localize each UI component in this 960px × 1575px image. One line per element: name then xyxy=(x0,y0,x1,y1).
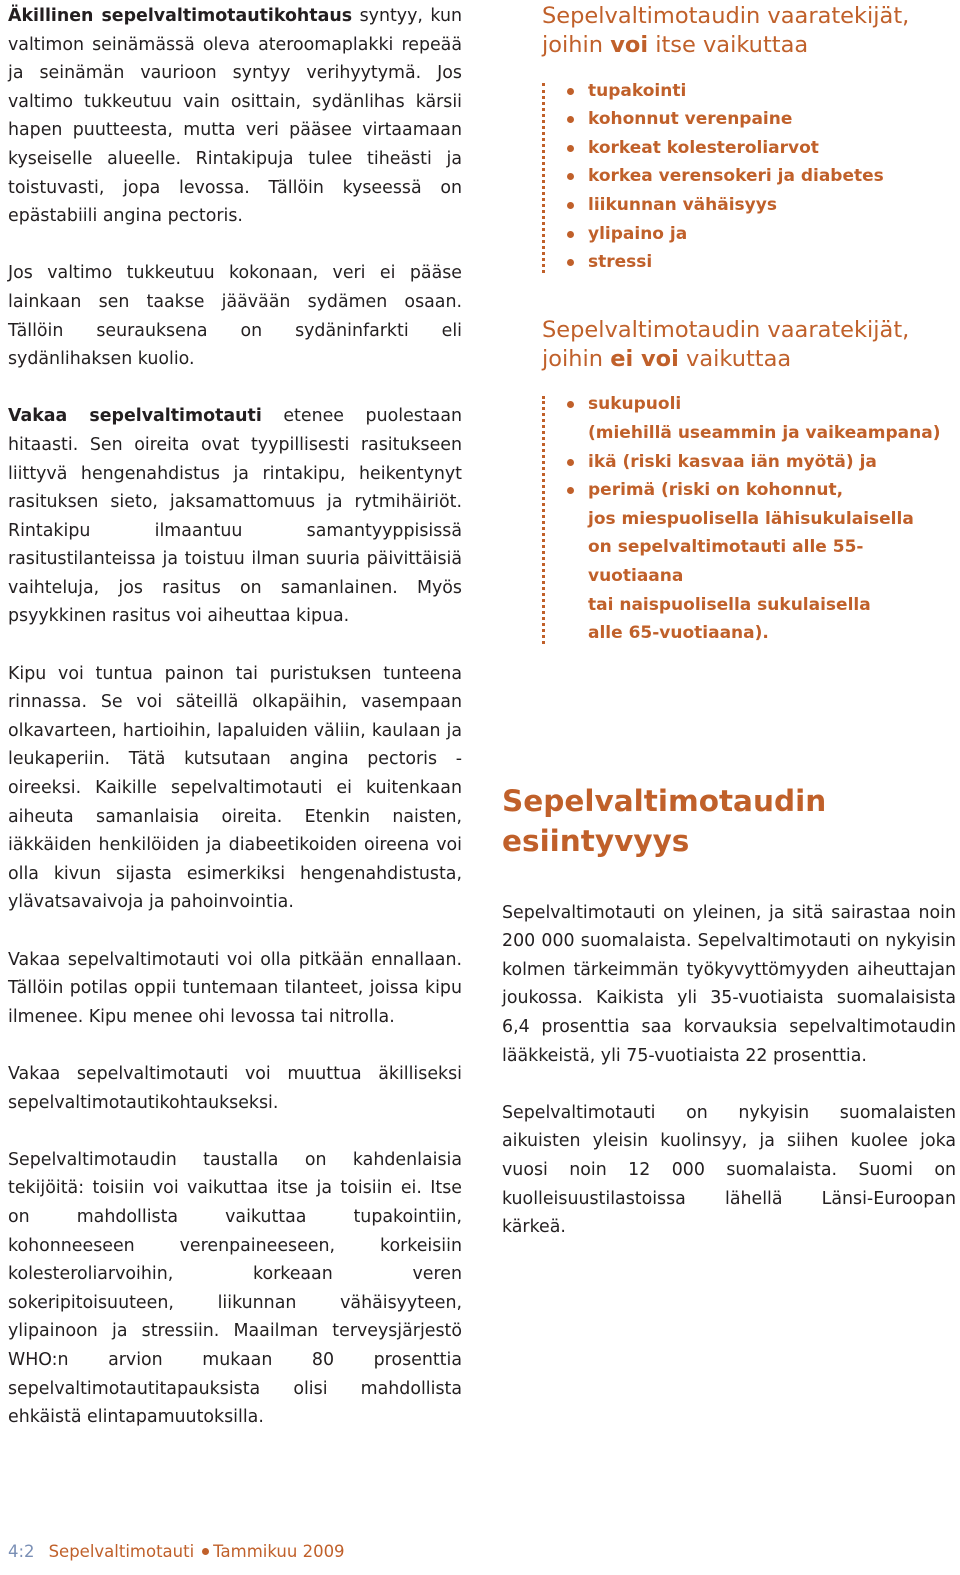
publication-name: Sepelvaltimotauti xyxy=(48,1542,195,1561)
list-item-continuation: on sepelvaltimotauti alle 55-vuotiaana xyxy=(588,537,864,586)
modifiable-risks-list xyxy=(542,77,956,277)
section-title: Sepelvaltimotaudin esiintyvyys xyxy=(502,783,827,858)
paragraph-prevalence: Sepelvaltimotauti on yleinen, ja sitä sairastaa noin 200 000 suomalaista. Sepelvaltimotauti on nykyisin kolmen tärkeimmän työkyvyttömyyden aiheuttajan joukossa. Kaikista yli 35-vuotiaista suomalaisista 6,4 prosenttia saa korvauksia sepelvaltimotaudin lääkkeistä, yli 75-vuotiaista 22 prosenttia. xyxy=(502,902,956,1066)
paragraph-full-blockage: Jos valtimo tukkeutuu kokonaan, veri ei pääse lainkaan sen taakse jäävään sydämen osaan. Tällöin seurauksena on sydäninfarkti eli sydänlihaksen kuolio. xyxy=(8,263,462,370)
dotted-divider xyxy=(542,396,545,643)
heading-bold: voi xyxy=(610,31,649,58)
paragraph-stable-change: Vakaa sepelvaltimotauti voi muuttua äkilliseksi sepelvaltimotautikohtaukseksi. xyxy=(8,1063,462,1113)
page-footer xyxy=(8,1540,345,1564)
paragraph-text: syntyy, kun valtimon seinämässä oleva ateroomaplakki repeää ja seinämän vaurioon syntyy verihyytymä. Jos valtimo tukkeutuu vain osittain, sydänlihas kärsii hapen puutteesta, mutta veri pääsee virtaamaan kyseiselle alueelle. Rintakipuja tulee tiheästi ja toistuvasti, jopa levossa. Tällöin kyseessä on epästabiili angina pectoris. xyxy=(8,6,462,227)
heading-line-1: Sepelvaltimotaudin vaaratekijät, xyxy=(542,3,910,29)
list-item: kohonnut verenpaine xyxy=(588,105,956,134)
heading-pre: joihin xyxy=(542,31,611,58)
list-item: liikunnan vähäisyys xyxy=(588,191,956,220)
list-item: korkeat kolesteroliarvot xyxy=(588,134,956,163)
page-number: 4:2 xyxy=(8,1542,35,1561)
list-item: tupakointi xyxy=(588,77,956,106)
list-item: sukupuoli xyxy=(588,390,956,419)
list-item-continuation: alle 65-vuotiaana). xyxy=(588,623,769,644)
list-item-continuation: tai naispuolisella sukulaisella xyxy=(588,594,871,615)
nonmodifiable-risks-heading xyxy=(542,316,956,374)
issue-date: Tammikuu 2009 xyxy=(213,1542,345,1561)
modifiable-risks-box xyxy=(542,77,956,277)
list-item-continuation: (miehillä useammin ja vaikeampana) xyxy=(588,422,941,443)
list-item: ikä (riski kasvaa iän myötä) ja xyxy=(588,448,956,477)
heading-post: vaikuttaa xyxy=(678,345,792,372)
bold-lead-stable: Vakaa sepelvaltimotauti xyxy=(8,406,262,427)
list-item: perimä (riski on kohonnut, xyxy=(588,476,956,505)
left-column xyxy=(8,2,462,1460)
paragraph-mortality: Sepelvaltimotauti on nykyisin suomalaisten aikuisten yleisin kuolinsyy, ja siihen kuolee joka vuosi noin 12 000 suomalaista. Suomi on kuolleisuustilastoissa lähellä Länsi-Euroopan kärkeä. xyxy=(502,1102,956,1238)
list-item: stressi xyxy=(588,248,956,277)
modifiable-risks-heading xyxy=(542,2,956,60)
paragraph-pain-description: Kipu voi tuntua painon tai puristuksen tunteena rinnassa. Se voi säteillä olkapäihin, vasempaan olkavarteen, hartioihin, lapaluiden väliin, kaulaan ja leukaperiin. Tätä kutsutaan angina pectoris -oireeksi. Kaikille sepelvaltimotauti ei kuitenkaan aiheuta samanlaisia oireita. Etenkin naisten, iäkkäiden henkilöiden ja diabeetikoiden oireena voi olla kivun sijasta esimerkiksi hengenahdistusta, ylävatsavaivoja ja pahoinvointia. xyxy=(8,663,462,913)
list-item: ylipaino ja xyxy=(588,220,956,249)
list-item-continuation: jos miespuolisella lähisukulaisella xyxy=(588,508,914,529)
paragraph-text: etenee puolestaan hitaasti. Sen oireita ovat tyypillisesti rasitukseen liittyvä hengenahdistus ja rintakipu, heikentynyt rasituksen sieto, jaksamattomuus ja rytmihäiriöt. Rintakipu ilmaantuu samantyyppisissä rasitustilanteissa ja toistuu ilman suuria päivittäisiä vaihteluja, jos rasitus on samanlainen. Myös psyykkinen rasitus voi aiheuttaa kipua. xyxy=(8,406,462,627)
heading-post: itse vaikuttaa xyxy=(648,31,809,58)
heading-line-1: Sepelvaltimotaudin vaaratekijät, xyxy=(542,316,910,343)
nonmodifiable-risks-list xyxy=(542,390,956,647)
dotted-divider xyxy=(542,83,545,273)
paragraph-background-factors: Sepelvaltimotaudin taustalla on kahdenlaisia tekijöitä: toisiin voi vaikuttaa itse ja toisiin ei. Itse on mahdollista vaikuttaa tupakointiin, kohonneeseen verenpaineeseen, korkeisiin kolesteroliarvoihin, korkeaan veren sokeripitoisuuteen, liikunnan vähäisyyteen, ylipainoon ja stressiin. Maailman terveysjärjestö WHO:n arvion mukaan 80 prosenttia sepelvaltimotautitapauksista olisi mahdollista ehkäistä elintapamuutoksilla. xyxy=(8,1149,462,1428)
list-item: korkea verensokeri ja diabetes xyxy=(588,162,956,191)
paragraph-acute-attack xyxy=(8,2,462,231)
bold-lead-acute: Äkillinen sepelvaltimotautikohtaus xyxy=(8,6,353,26)
heading-pre: joihin xyxy=(542,345,611,372)
paragraph-stable-long: Vakaa sepelvaltimotauti voi olla pitkään ennallaan. Tällöin potilas oppii tuntemaan tilanteet, joissa kipu ilmenee. Kipu menee ohi levossa tai nitrolla. xyxy=(8,949,462,1027)
section-body xyxy=(502,899,956,1242)
nonmodifiable-risks-box xyxy=(542,390,956,647)
right-column xyxy=(502,2,956,1270)
heading-bold: ei voi xyxy=(610,345,679,372)
paragraph-stable-disease xyxy=(8,402,462,631)
bullet-separator xyxy=(202,1548,209,1555)
